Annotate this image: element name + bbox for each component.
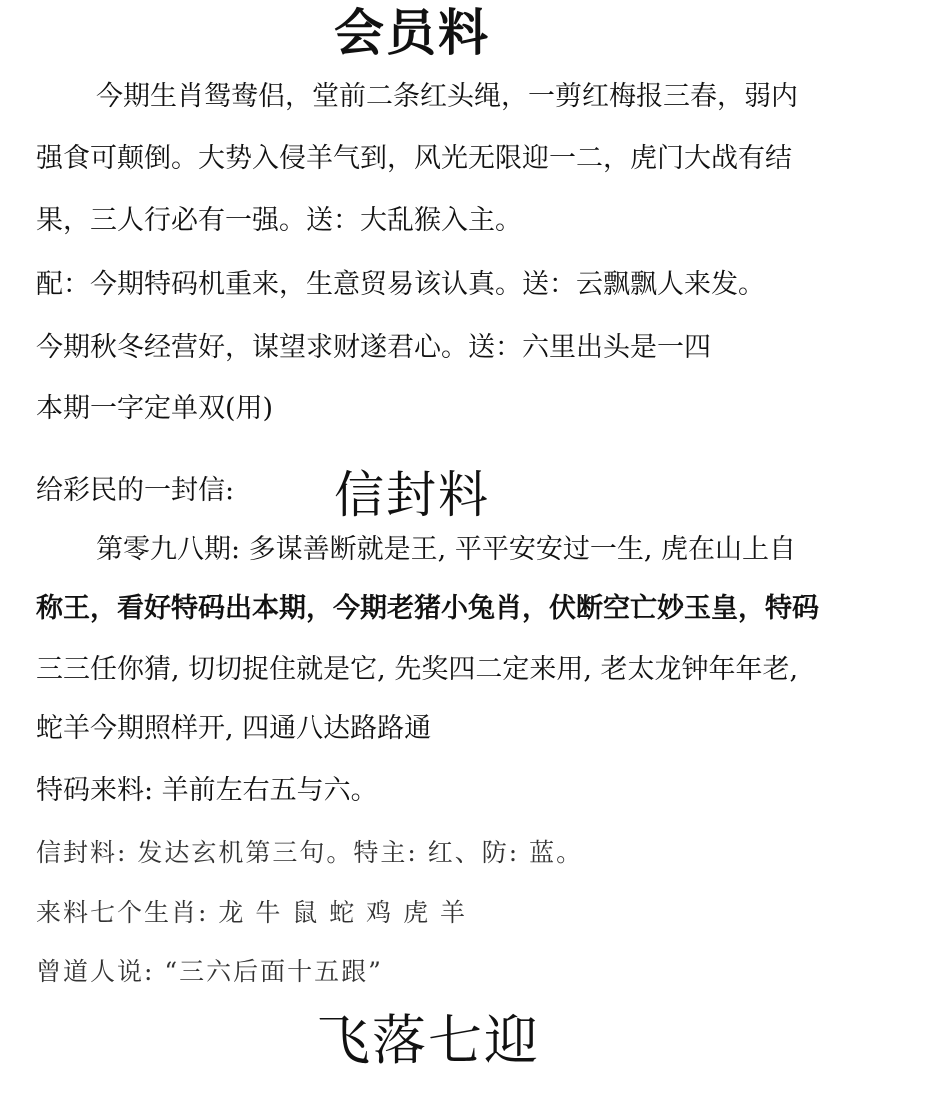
letter-line-3: 三三任你猜, 切切捉住就是它, 先奖四二定来用, 老太龙钟年年老,	[36, 654, 799, 685]
member-line-3: 果，三人行必有一强。送：大乱猴入主。	[36, 205, 522, 236]
member-section-title: 会员料	[334, 3, 490, 62]
letter-section-title: 信封料	[334, 466, 490, 524]
letter-line-4: 蛇羊今期照样开, 四通八达路路通	[36, 713, 432, 744]
member-line-1: 今期生肖鸳鸯侣，堂前二条红头绳，一剪红梅报三春，弱内	[96, 81, 798, 112]
letter-line-8: 曾道人说: “三六后面十五跟”	[36, 957, 383, 986]
letter-intro: 给彩民的一封信:	[36, 475, 235, 506]
letter-line-1: 第零九八期: 多谋善断就是王, 平平安安过一生, 虎在山上自	[96, 534, 797, 565]
member-line-6: 本期一字定单双(用)	[36, 393, 274, 424]
letter-line-5: 特码来料: 羊前左右五与六。	[36, 775, 378, 806]
letter-line-6: 信封料: 发达玄机第三句。特主: 红、防: 蓝。	[36, 838, 584, 867]
footer-title: 飞落七迎	[316, 1009, 540, 1072]
letter-line-2: 称王，看好特码出本期，今期老猪小兔肖，伏断空亡妙玉皇，特码	[36, 593, 819, 624]
letter-line-7: 来料七个生肖: 龙 牛 鼠 蛇 鸡 虎 羊	[36, 898, 468, 927]
member-line-5: 今期秋冬经营好，谋望求财遂君心。送：六里出头是一四	[36, 332, 711, 363]
member-line-2: 强食可颠倒。大势入侵羊气到，风光无限迎一二，虎门大战有结	[36, 143, 792, 174]
member-line-4: 配：今期特码机重来，生意贸易该认真。送：云飘飘人来发。	[36, 269, 765, 300]
